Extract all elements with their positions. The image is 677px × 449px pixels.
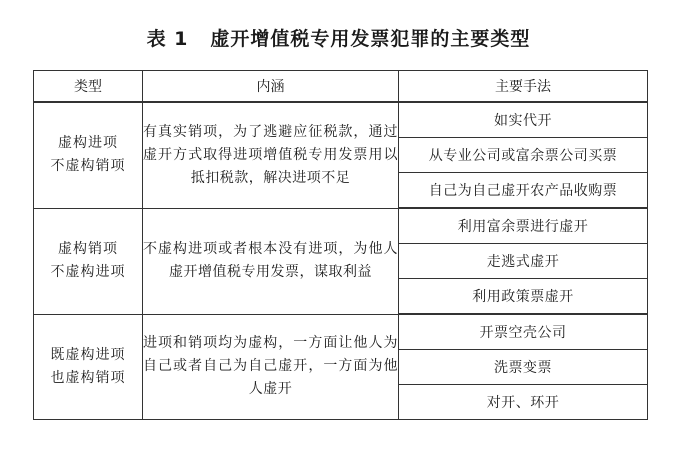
- type-cell-3: [34, 314, 143, 420]
- header-type: 类型: [34, 71, 143, 103]
- type-line: 既虚构进项: [50, 346, 126, 363]
- header-meaning: 内涵: [143, 71, 399, 103]
- method-cell: 如实代开: [399, 102, 648, 138]
- table-row: [34, 208, 648, 244]
- invoice-crime-types-table: [33, 70, 648, 420]
- header-methods: 主要手法: [399, 71, 648, 103]
- table-title: 虚开增值税专用发票犯罪的主要类型: [210, 28, 531, 50]
- type-line: 虚构销项: [58, 241, 118, 257]
- method-cell: 开票空壳公司: [399, 314, 648, 350]
- method-cell: 从专业公司或富余票公司买票: [399, 138, 648, 173]
- meaning-cell-2: 不虚构进项或者根本没有进项，为他人虚开增值税专用发票，谋取利益: [143, 208, 399, 314]
- meaning-cell-1: 有真实销项，为了逃避应征税款，通过虚开方式取得进项增值税专用发票用以抵扣税款，解决进项不足: [143, 102, 399, 208]
- table-caption: [0, 24, 677, 51]
- type-line: 虚构进项: [58, 135, 118, 152]
- table-row: [34, 102, 648, 138]
- type-line: 不虚构销项: [50, 158, 126, 175]
- type-line: 不虚构进项: [50, 264, 126, 280]
- method-cell: 对开、环开: [399, 385, 648, 420]
- type-cell-2: [34, 208, 143, 314]
- method-cell: 洗票变票: [399, 350, 648, 385]
- type-line: 也虚构销项: [50, 369, 126, 386]
- meaning-cell-3: 进项和销项均为虚构，一方面让他人为自己或者自己为自己虚开，一方面为他人虚开: [143, 314, 399, 420]
- type-cell-1: [34, 102, 143, 208]
- table-row: [34, 314, 648, 350]
- table-number: 表 1: [146, 28, 189, 50]
- method-cell: 利用政策票虚开: [399, 279, 648, 315]
- method-cell: 走逃式虚开: [399, 244, 648, 279]
- method-cell: 利用富余票进行虚开: [399, 208, 648, 244]
- method-cell: 自己为自己虚开农产品收购票: [399, 173, 648, 209]
- table-header-row: [34, 71, 648, 103]
